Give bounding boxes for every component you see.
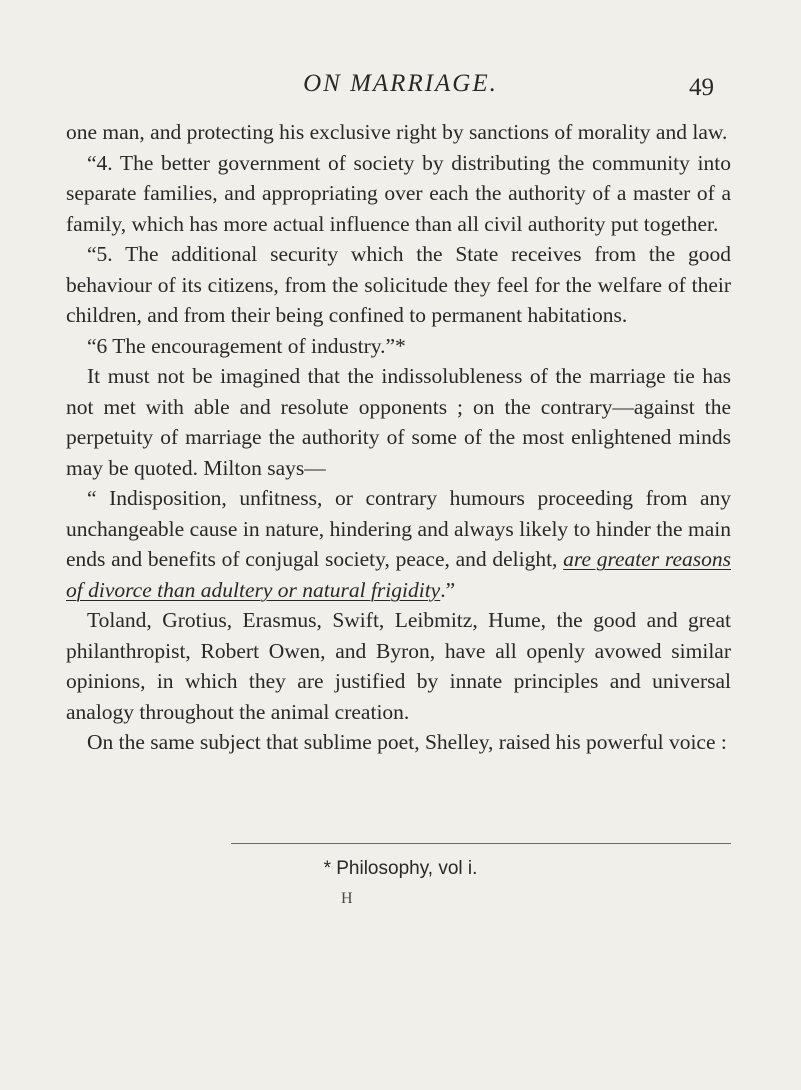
paragraph-8: On the same subject that sublime poet, Shelley, raised his powerful voice : bbox=[87, 730, 727, 754]
paragraph-6 bbox=[66, 483, 731, 605]
page-number: 49 bbox=[689, 74, 714, 101]
paragraph-7: Toland, Grotius, Erasmus, Swift, Leibmitz, Hume, the good and great philanthropist, Robert Owen, and Byron, have all openly avowed similar opinions, in which they are justified by innate principles and universal analogy throughout the animal creation. bbox=[66, 608, 731, 724]
signature-mark: H bbox=[341, 890, 353, 907]
milton-quote: “ Indisposition, unfitness, or contrary humours proceeding from any unchangeable cause in nature, hindering and always likely to hinder the main ends and benefits of conjugal society, peace, and delight, bbox=[66, 486, 731, 571]
milton-quote-end: .” bbox=[440, 577, 456, 602]
paragraph-2: “4. The better government of society by distributing the community into separate families, and appropriating over each the authority of a master of a family, which has more actual influence than all civil authority put together. bbox=[66, 150, 731, 236]
footnote-divider bbox=[231, 843, 731, 844]
body-text bbox=[66, 117, 731, 758]
paragraph-5: It must not be imagined that the indissolubleness of the marriage tie has not met with able and resolute opponents ; on the contrary—against the perpetuity of marriage the authority of some of the most enlightened minds may be quoted. Milton says— bbox=[66, 364, 731, 480]
paragraph-4: “6 The encouragement of industry.”* bbox=[87, 333, 406, 358]
milton-quote-emphasis: are greater reasons of divorce than adultery or natural frigidity bbox=[66, 547, 731, 602]
paragraph-1: one man, and protecting his exclusive right by sanctions of morality and law. bbox=[66, 120, 728, 144]
footnote: * Philosophy, vol i. bbox=[323, 858, 478, 879]
running-title: ON MARRIAGE. bbox=[303, 70, 498, 97]
paragraph-3: “5. The additional security which the State receives from the good behaviour of its citizens, from the solicitude they feel for the welfare of their children, and from their being confined to permanent habitations. bbox=[66, 242, 731, 327]
